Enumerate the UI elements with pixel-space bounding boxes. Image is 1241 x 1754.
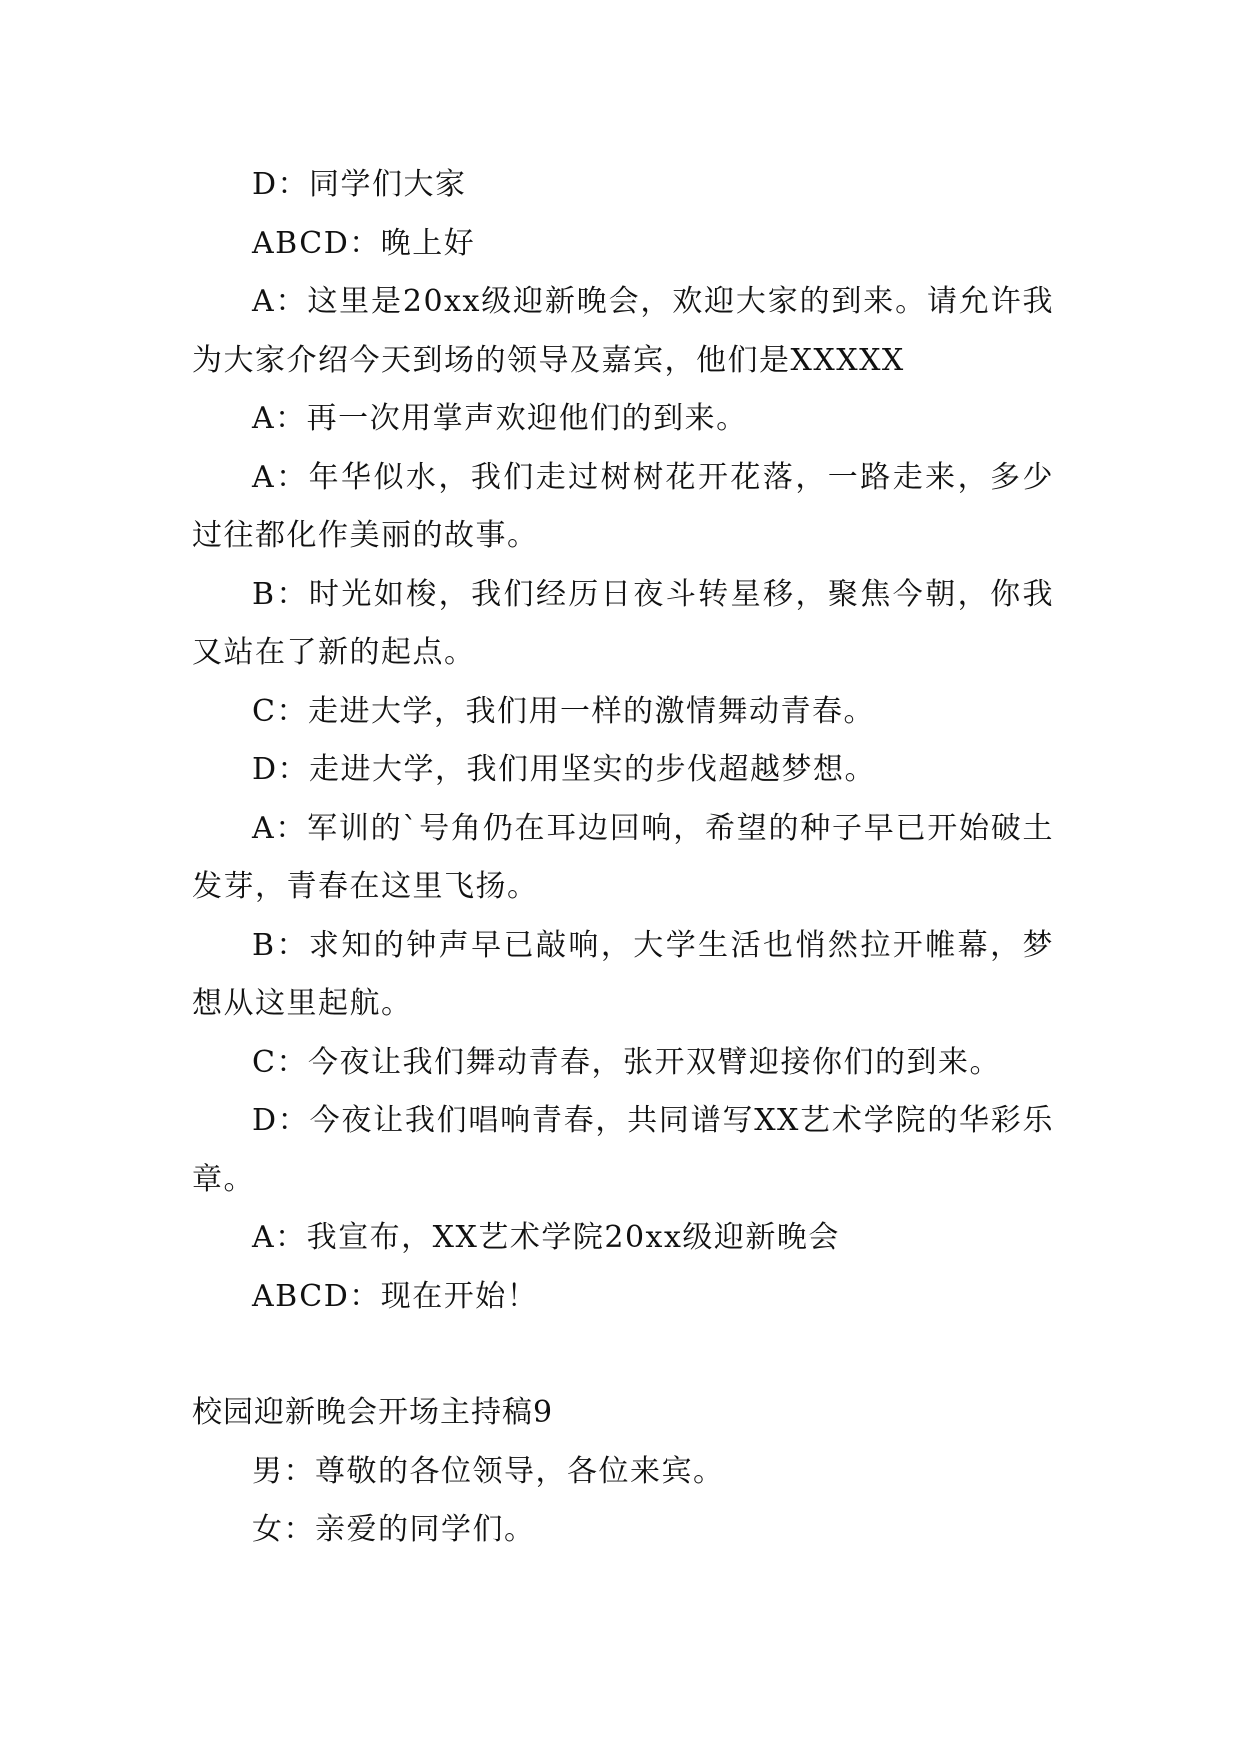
paragraph: 男：尊敬的各位领导，各位来宾。: [252, 1453, 725, 1489]
paragraph: D：走进大学，我们用坚实的步伐超越梦想。: [252, 752, 877, 787]
paragraph: A：年华似水，我们走过树树花开花落，一路走来，多少过往都化作美丽的故事。: [192, 459, 1054, 553]
paragraph: A：军训的`号角仍在耳边回响，希望的种子早已开始破土发芽，青春在这里飞扬。: [192, 810, 1054, 904]
paragraph: B：时光如梭，我们经历日夜斗转星移，聚焦今朝，你我又站在了新的起点。: [192, 576, 1054, 670]
paragraph: C：走进大学，我们用一样的激情舞动青春。: [252, 693, 875, 729]
document-body: [192, 156, 1054, 1560]
paragraph: D：今夜让我们唱响青春，共同谱写XX艺术学院的华彩乐章。: [192, 1103, 1054, 1197]
section-title: 校园迎新晚会开场主持稿9: [192, 1395, 554, 1430]
paragraph: 女：亲爱的同学们。: [252, 1512, 536, 1547]
paragraph: A：这里是20xx级迎新晚会，欢迎大家的到来。请允许我为大家介绍今天到场的领导及嘉宾，他们是XXXXX: [192, 284, 1054, 378]
paragraph: ABCD：晚上好: [252, 225, 476, 261]
paragraph: ABCD：现在开始！: [252, 1278, 539, 1314]
paragraph: D：同学们大家: [252, 167, 467, 202]
paragraph: A：再一次用掌声欢迎他们的到来。: [252, 401, 748, 436]
paragraph: A：我宣布，XX艺术学院20xx级迎新晚会: [252, 1220, 840, 1255]
paragraph: B：求知的钟声早已敲响，大学生活也悄然拉开帷幕，梦想从这里起航。: [192, 927, 1054, 1021]
paragraph: C：今夜让我们舞动青春，张开双臂迎接你们的到来。: [252, 1044, 1001, 1080]
